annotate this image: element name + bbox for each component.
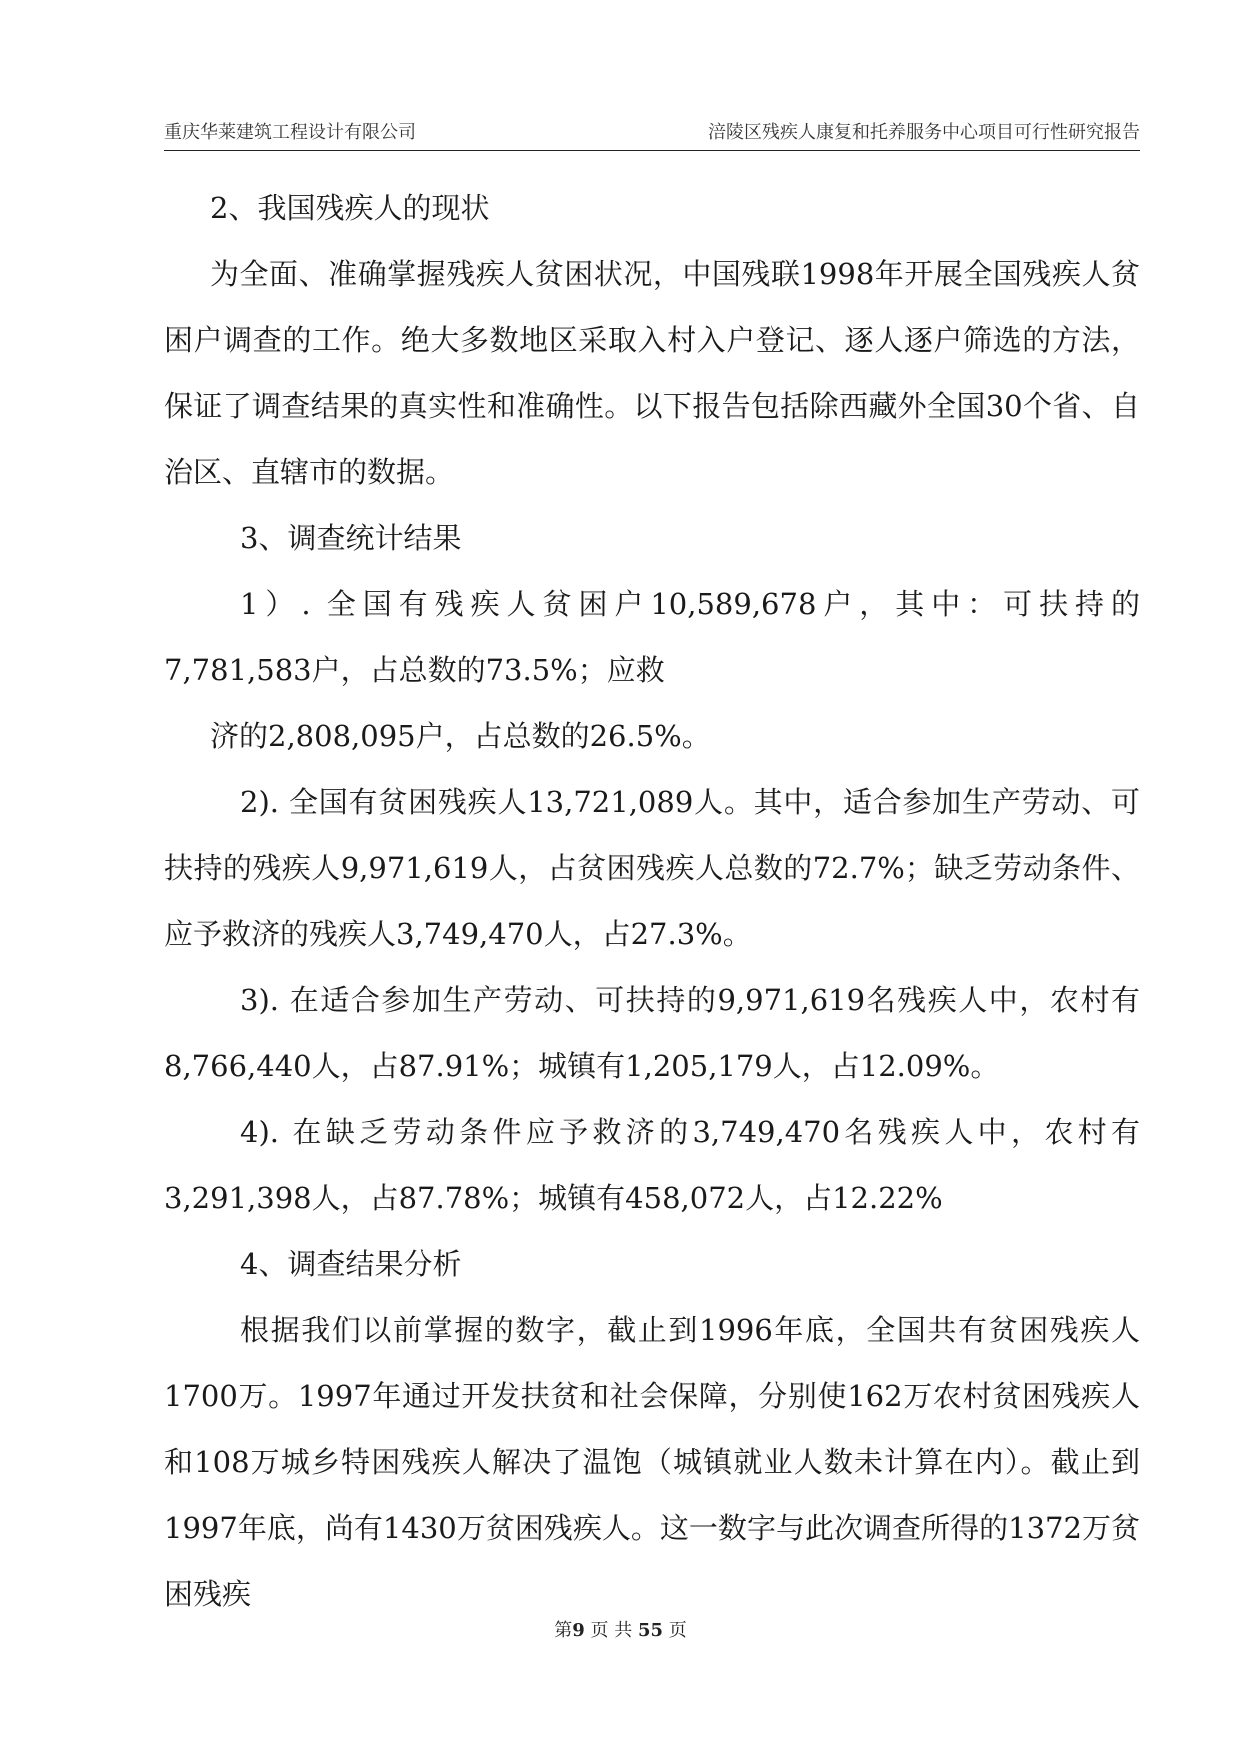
footer-page-number: 9 xyxy=(572,1620,585,1641)
paragraph: 2). 全国有贫困残疾人13,721,089人。其中，适合参加生产劳动、可扶持的残疾人9,971,619人，占贫困残疾人总数的72.7%；缺乏劳动条件、应予救济的残疾人3,749,470人，占27.3%。 xyxy=(164,785,1140,951)
footer-page-prefix: 第 xyxy=(554,1620,573,1641)
paragraph: 3). 在适合参加生产劳动、可扶持的9,971,619名残疾人中，农村有8,766,440人，占87.91%；城镇有1,205,179人，占12.09%。 xyxy=(164,983,1140,1083)
footer-page-total: 55 xyxy=(637,1620,664,1641)
section-heading: 2、我国残疾人的现状 xyxy=(210,191,490,225)
header-report-title: 涪陵区残疾人康复和托养服务中心项目可行性研究报告 xyxy=(708,122,1140,143)
paragraph: 根据我们以前掌握的数字，截止到1996年底，全国共有贫困残疾人1700万。1997年通过开发扶贫和社会保障，分别使162万农村贫困残疾人和108万城乡特困残疾人解决了温饱（城镇就业人数未计算在内）。截止到1997年底，尚有1430万贫困残疾人。这一数字与此次调查所得的1372万贫困残疾 xyxy=(164,1313,1140,1611)
paragraph: 济的2,808,095户，占总数的26.5%。 xyxy=(210,719,711,753)
section-heading: 4、调查结果分析 xyxy=(240,1247,462,1281)
footer-page-middle: 页 共 xyxy=(590,1620,633,1641)
document-body xyxy=(164,175,1140,1627)
paragraph: 1）. 全国有残疾人贫困户10,589,678户，其中：可扶持的7,781,583户，占总数的73.5%；应救 xyxy=(164,587,1140,687)
footer-page-suffix: 页 xyxy=(668,1620,687,1641)
header-company: 重庆华莱建筑工程设计有限公司 xyxy=(164,122,416,143)
section-heading: 3、调查统计结果 xyxy=(240,521,462,555)
page-header xyxy=(164,116,1140,151)
paragraph: 4). 在缺乏劳动条件应予救济的3,749,470名残疾人中，农村有3,291,398人，占87.78%；城镇有458,072人，占12.22% xyxy=(164,1115,1140,1215)
page-footer xyxy=(0,1616,1241,1642)
paragraph: 为全面、准确掌握残疾人贫困状况，中国残联1998年开展全国残疾人贫困户调查的工作。绝大多数地区采取入村入户登记、逐人逐户筛选的方法，保证了调查结果的真实性和准确性。以下报告包括除西藏外全国30个省、自治区、直辖市的数据。 xyxy=(164,257,1140,489)
